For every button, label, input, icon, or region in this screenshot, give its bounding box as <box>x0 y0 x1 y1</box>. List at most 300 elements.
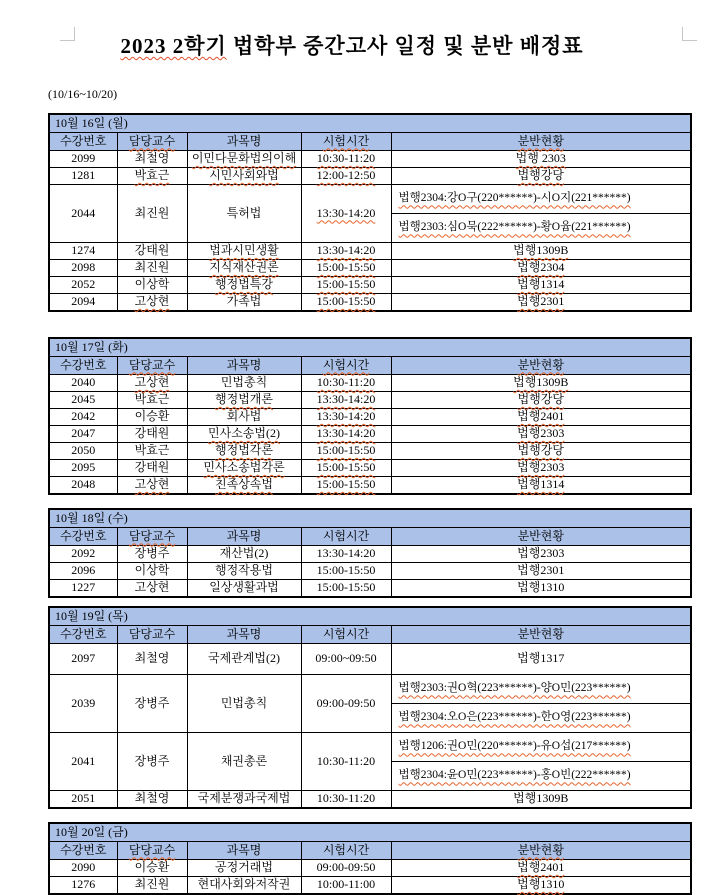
column-header-label: 수강번호 <box>60 357 107 372</box>
room-cell <box>391 477 691 495</box>
course-row <box>49 260 691 277</box>
schedule-table-day-5 <box>48 822 692 895</box>
column-header-cell-4 <box>391 626 691 644</box>
course-no: 2090 <box>71 860 96 875</box>
column-header-label: 과목명 <box>226 626 262 641</box>
column-header-row <box>49 528 691 546</box>
room-cell <box>391 877 691 895</box>
room-label: 법행2304:오O은(223******)-한O영(223******) <box>398 711 631 724</box>
page-title <box>0 0 704 60</box>
exam-time-cell <box>301 443 391 460</box>
table-body <box>49 114 691 311</box>
course-row <box>49 294 691 312</box>
room-label: 법행2401 <box>517 860 565 875</box>
course-no-cell <box>49 409 117 426</box>
room-label: 법행강당 <box>517 443 564 458</box>
professor-cell <box>117 260 187 277</box>
course-no: 2096 <box>71 563 96 578</box>
course-name: 회사법 <box>226 409 262 424</box>
professor-cell <box>117 644 187 675</box>
course-row <box>49 243 691 260</box>
room-cell <box>391 277 691 294</box>
professor: 최철영 <box>134 791 170 806</box>
exam-time: 09:00-09:50 <box>316 860 376 875</box>
professor: 고상현 <box>134 294 170 309</box>
professor-cell <box>117 675 187 733</box>
schedule-table-day-4 <box>48 606 692 809</box>
course-name: 행정작용법 <box>215 563 273 578</box>
column-header-label: 과목명 <box>226 528 262 543</box>
course-name-cell <box>187 392 301 409</box>
course-name-cell <box>187 546 301 563</box>
course-no-cell <box>49 151 117 168</box>
exam-time: 15:00-15:50 <box>316 563 376 578</box>
column-header-label: 담당교수 <box>128 357 176 372</box>
course-row <box>49 375 691 392</box>
column-header-label: 수강번호 <box>60 626 107 641</box>
room-cell <box>391 460 691 477</box>
professor-cell <box>117 877 187 895</box>
exam-time-cell <box>301 426 391 443</box>
course-name-cell <box>187 243 301 260</box>
course-no-cell <box>49 443 117 460</box>
column-header-cell-3 <box>301 626 391 644</box>
column-header-label: 분반현황 <box>517 133 564 148</box>
professor-cell <box>117 277 187 294</box>
course-row <box>49 580 691 598</box>
room-cell <box>391 791 691 809</box>
professor: 이상학 <box>134 277 170 292</box>
course-no-cell <box>49 877 117 895</box>
column-header-cell-4 <box>391 357 691 375</box>
column-header-cell-1 <box>117 357 187 375</box>
course-no: 2050 <box>71 443 96 458</box>
course-no-cell <box>49 260 117 277</box>
course-name-cell <box>187 185 301 243</box>
column-header-label: 수강번호 <box>60 842 107 857</box>
professor-cell <box>117 477 187 495</box>
course-name-cell <box>187 294 301 312</box>
column-header-label: 수강번호 <box>60 528 107 543</box>
course-name: 특허법 <box>226 205 262 220</box>
professor: 강태원 <box>134 243 170 258</box>
column-header-cell-2 <box>187 842 301 860</box>
course-no: 1281 <box>71 168 96 183</box>
professor-cell <box>117 443 187 460</box>
professor: 박효근 <box>134 168 170 183</box>
course-no-cell <box>49 426 117 443</box>
course-row <box>49 426 691 443</box>
exam-time: 15:00-15:50 <box>316 460 376 475</box>
column-header-cell-1 <box>117 133 187 151</box>
column-header-label: 담당교수 <box>128 528 176 543</box>
course-name-cell <box>187 260 301 277</box>
professor-cell <box>117 860 187 877</box>
professor-cell <box>117 563 187 580</box>
room-label: 법행2303 <box>517 426 565 441</box>
professor: 고상현 <box>134 580 170 595</box>
professor: 박효근 <box>134 392 170 407</box>
exam-time-cell <box>301 877 391 895</box>
course-name-cell <box>187 375 301 392</box>
professor-cell <box>117 426 187 443</box>
day-header-cell <box>49 823 691 842</box>
course-no-cell <box>49 185 117 243</box>
course-name: 채권총론 <box>220 753 268 768</box>
course-row <box>49 860 691 877</box>
column-header-label: 시험시간 <box>322 842 370 857</box>
professor: 최철영 <box>134 151 170 166</box>
course-no: 2092 <box>71 546 96 561</box>
room-label: 법행1309B <box>513 791 569 806</box>
course-name: 행정법특강 <box>215 277 273 292</box>
exam-time-cell <box>301 791 391 809</box>
exam-time: 15:00-15:50 <box>316 277 376 292</box>
professor: 고상현 <box>134 477 170 492</box>
course-name-cell <box>187 580 301 598</box>
professor: 장병주 <box>134 753 170 768</box>
column-header-row <box>49 357 691 375</box>
professor: 최진원 <box>134 260 170 275</box>
room-cell <box>391 762 691 791</box>
title-rest: 법학부 중간고사 일정 및 분반 배정표 <box>226 34 584 58</box>
course-no-cell <box>49 460 117 477</box>
column-header-row <box>49 626 691 644</box>
professor: 장병주 <box>134 546 170 561</box>
exam-time: 15:00-15:50 <box>316 443 376 458</box>
course-no-cell <box>49 243 117 260</box>
course-row <box>49 277 691 294</box>
course-name: 가족법 <box>226 294 262 309</box>
column-header-cell-4 <box>391 133 691 151</box>
column-header-cell-0 <box>49 357 117 375</box>
exam-time-cell <box>301 563 391 580</box>
course-name: 국제관계법(2) <box>208 651 280 666</box>
exam-time: 10:30-11:20 <box>316 753 376 768</box>
column-header-cell-0 <box>49 626 117 644</box>
column-header-label: 과목명 <box>226 842 262 857</box>
course-row <box>49 151 691 168</box>
column-header-cell-0 <box>49 133 117 151</box>
course-no-cell <box>49 375 117 392</box>
exam-time: 10:30-11:20 <box>316 151 376 166</box>
course-no: 2040 <box>71 375 96 390</box>
course-no: 2045 <box>71 392 96 407</box>
professor-cell <box>117 294 187 312</box>
course-row <box>49 185 691 214</box>
course-no-cell <box>49 546 117 563</box>
room-cell <box>391 733 691 762</box>
room-cell <box>391 151 691 168</box>
day-header-row <box>49 607 691 626</box>
professor: 이승환 <box>134 409 170 424</box>
room-cell <box>391 426 691 443</box>
professor-cell <box>117 243 187 260</box>
exam-time: 13:30-14:20 <box>316 426 376 441</box>
column-header-label: 분반현황 <box>517 842 564 857</box>
room-cell <box>391 294 691 312</box>
room-label: 법행1310 <box>517 877 565 892</box>
course-no-cell <box>49 733 117 791</box>
course-no: 1276 <box>71 877 96 892</box>
course-no: 2097 <box>71 651 96 666</box>
course-name: 국제분쟁과국제법 <box>197 791 291 806</box>
column-header-label: 분반현황 <box>517 357 564 372</box>
professor: 최진원 <box>134 877 170 892</box>
day-label: 10월 18일 (수) <box>55 510 128 525</box>
schedule-table-day-2 <box>48 337 692 495</box>
column-header-cell-4 <box>391 528 691 546</box>
course-no-cell <box>49 294 117 312</box>
exam-time: 13:30-14:20 <box>316 243 376 258</box>
course-name: 일상생활과법 <box>209 580 279 595</box>
professor-cell <box>117 733 187 791</box>
course-name-cell <box>187 460 301 477</box>
course-name: 행정법각론 <box>215 443 273 458</box>
day-header-row <box>49 114 691 133</box>
professor-cell <box>117 151 187 168</box>
course-no: 2051 <box>71 791 96 806</box>
course-row <box>49 392 691 409</box>
room-label: 법행2304 <box>517 260 565 275</box>
room-label: 법행1310 <box>517 580 565 595</box>
day-header-cell <box>49 607 691 626</box>
course-name-cell <box>187 168 301 185</box>
column-header-row <box>49 133 691 151</box>
course-name-cell <box>187 675 301 733</box>
course-name-cell <box>187 860 301 877</box>
column-header-label: 담당교수 <box>128 133 176 148</box>
room-label: 법행강당 <box>517 392 564 407</box>
exam-time-cell <box>301 409 391 426</box>
room-cell <box>391 375 691 392</box>
course-name: 시민사회와법 <box>209 168 279 183</box>
course-name-cell <box>187 426 301 443</box>
day-header-cell <box>49 114 691 133</box>
course-no: 2052 <box>71 277 96 292</box>
exam-time: 10:30-11:20 <box>316 375 376 390</box>
schedule-table-day-3 <box>48 508 692 598</box>
course-row <box>49 675 691 704</box>
column-header-label: 과목명 <box>226 357 262 372</box>
room-cell <box>391 392 691 409</box>
exam-time: 15:00-15:50 <box>316 294 376 309</box>
page-margin-mark-right <box>682 27 697 41</box>
course-no-cell <box>49 168 117 185</box>
table-body <box>49 509 691 597</box>
exam-time: 15:00-15:50 <box>316 477 376 492</box>
room-cell <box>391 704 691 733</box>
course-no: 2094 <box>71 294 96 309</box>
exam-time: 10:00-11:00 <box>316 877 376 892</box>
room-cell <box>391 168 691 185</box>
day-header-row <box>49 338 691 357</box>
exam-time: 13:30-14:20 <box>316 392 376 407</box>
exam-time-cell <box>301 392 391 409</box>
course-no: 1227 <box>71 580 96 595</box>
exam-time: 10:30-11:20 <box>316 791 376 806</box>
day-header-cell <box>49 338 691 357</box>
exam-time-cell <box>301 185 391 243</box>
course-no-cell <box>49 392 117 409</box>
exam-time: 13:30-14:20 <box>316 409 376 424</box>
column-header-cell-0 <box>49 528 117 546</box>
course-name: 친족상속법 <box>215 477 273 492</box>
column-header-cell-1 <box>117 626 187 644</box>
exam-time: 12:00-12:50 <box>316 168 376 183</box>
room-label: 법행2303:권O혁(223******)-양O민(223******) <box>398 682 631 695</box>
room-label: 법행2304:강O구(220******)-시O지(221******) <box>398 192 631 205</box>
room-cell <box>391 214 691 243</box>
course-name-cell <box>187 733 301 791</box>
room-cell <box>391 546 691 563</box>
professor: 최진원 <box>134 205 170 220</box>
course-no-cell <box>49 580 117 598</box>
course-name-cell <box>187 877 301 895</box>
exam-time-cell <box>301 260 391 277</box>
table-body <box>49 607 691 808</box>
room-label: 법행1314 <box>517 477 565 492</box>
course-no: 2048 <box>71 477 96 492</box>
room-cell <box>391 644 691 675</box>
room-cell <box>391 443 691 460</box>
room-label: 법행1309B <box>513 243 569 258</box>
exam-time-cell <box>301 277 391 294</box>
course-row <box>49 460 691 477</box>
course-no-cell <box>49 860 117 877</box>
exam-time-cell <box>301 460 391 477</box>
table-body <box>49 338 691 494</box>
room-label: 법행2303:심O묵(222******)-황O윰(221******) <box>398 221 631 234</box>
professor-cell <box>117 460 187 477</box>
course-row <box>49 443 691 460</box>
course-row <box>49 546 691 563</box>
room-cell <box>391 860 691 877</box>
course-no: 2047 <box>71 426 96 441</box>
schedule-table-day-1 <box>48 113 692 312</box>
course-name-cell <box>187 477 301 495</box>
column-header-cell-3 <box>301 528 391 546</box>
course-name: 민법총칙 <box>220 695 268 710</box>
course-row <box>49 168 691 185</box>
course-row <box>49 877 691 895</box>
day-label: 10월 20일 (금) <box>55 824 128 839</box>
column-header-cell-3 <box>301 133 391 151</box>
exam-time-cell <box>301 580 391 598</box>
exam-time: 13:30-14:20 <box>316 546 376 561</box>
room-label: 법행 2303 <box>515 151 566 166</box>
column-header-label: 담당교수 <box>128 626 176 641</box>
day-label: 10월 17일 (화) <box>55 339 128 354</box>
column-header-label: 시험시간 <box>322 357 370 372</box>
room-label: 법행1206:권O민(220******)-유O섭(217******) <box>398 740 631 753</box>
room-cell <box>391 563 691 580</box>
professor-cell <box>117 168 187 185</box>
exam-time: 09:00~09:50 <box>315 651 377 666</box>
professor-cell <box>117 185 187 243</box>
column-header-cell-3 <box>301 842 391 860</box>
room-cell <box>391 185 691 214</box>
exam-time-cell <box>301 477 391 495</box>
course-no: 2095 <box>71 460 96 475</box>
course-name-cell <box>187 563 301 580</box>
exam-time: 15:00-15:50 <box>316 260 376 275</box>
room-label: 법행2304:윤O민(223******)-홍O빈(222******) <box>398 769 631 782</box>
room-cell <box>391 675 691 704</box>
course-no: 2098 <box>71 260 96 275</box>
course-name: 민법총칙 <box>220 375 268 390</box>
course-row <box>49 791 691 809</box>
course-no: 2042 <box>71 409 96 424</box>
room-cell <box>391 580 691 598</box>
course-row <box>49 563 691 580</box>
professor: 박효근 <box>134 443 170 458</box>
exam-time: 15:00-15:50 <box>316 580 376 595</box>
day-header-row <box>49 509 691 528</box>
room-label: 법행2303 <box>517 460 565 475</box>
course-name-cell <box>187 277 301 294</box>
exam-time-cell <box>301 860 391 877</box>
professor: 고상현 <box>134 375 170 390</box>
page-margin-mark-left <box>60 27 75 41</box>
exam-time: 09:00-09:50 <box>316 695 376 710</box>
room-label: 법행2401 <box>517 409 565 424</box>
room-label: 법행강당 <box>517 168 564 183</box>
exam-time-cell <box>301 675 391 733</box>
course-name-cell <box>187 791 301 809</box>
column-header-row <box>49 842 691 860</box>
column-header-cell-2 <box>187 133 301 151</box>
column-header-label: 시험시간 <box>322 133 370 148</box>
course-name: 행정법개론 <box>215 392 273 407</box>
tables <box>48 113 692 895</box>
column-header-cell-3 <box>301 357 391 375</box>
room-cell <box>391 260 691 277</box>
column-header-cell-2 <box>187 357 301 375</box>
column-header-cell-1 <box>117 842 187 860</box>
course-name: 지식재산권론 <box>209 260 279 275</box>
column-header-label: 분반현황 <box>517 528 564 543</box>
course-name: 현대사회와저작권 <box>197 877 291 892</box>
room-cell <box>391 243 691 260</box>
professor-cell <box>117 375 187 392</box>
professor-cell <box>117 392 187 409</box>
exam-time-cell <box>301 733 391 791</box>
exam-time-cell <box>301 151 391 168</box>
professor-cell <box>117 580 187 598</box>
course-name: 공정거래법 <box>215 860 273 875</box>
course-row <box>49 477 691 495</box>
course-name-cell <box>187 409 301 426</box>
column-header-label: 과목명 <box>226 133 262 148</box>
exam-time-cell <box>301 168 391 185</box>
course-no-cell <box>49 675 117 733</box>
room-label: 법행1314 <box>517 277 565 292</box>
column-header-label: 수강번호 <box>60 133 107 148</box>
course-no-cell <box>49 791 117 809</box>
column-header-cell-2 <box>187 626 301 644</box>
professor-cell <box>117 791 187 809</box>
professor: 강태원 <box>134 426 170 441</box>
date-range: (10/16~10/20) <box>48 87 118 101</box>
professor: 이승환 <box>134 860 170 875</box>
course-name: 재산법(2) <box>219 546 269 561</box>
course-row <box>49 644 691 675</box>
room-label: 법행2303 <box>517 546 565 561</box>
day-header-cell <box>49 509 691 528</box>
course-no-cell <box>49 277 117 294</box>
room-label: 법행2301 <box>517 563 565 578</box>
